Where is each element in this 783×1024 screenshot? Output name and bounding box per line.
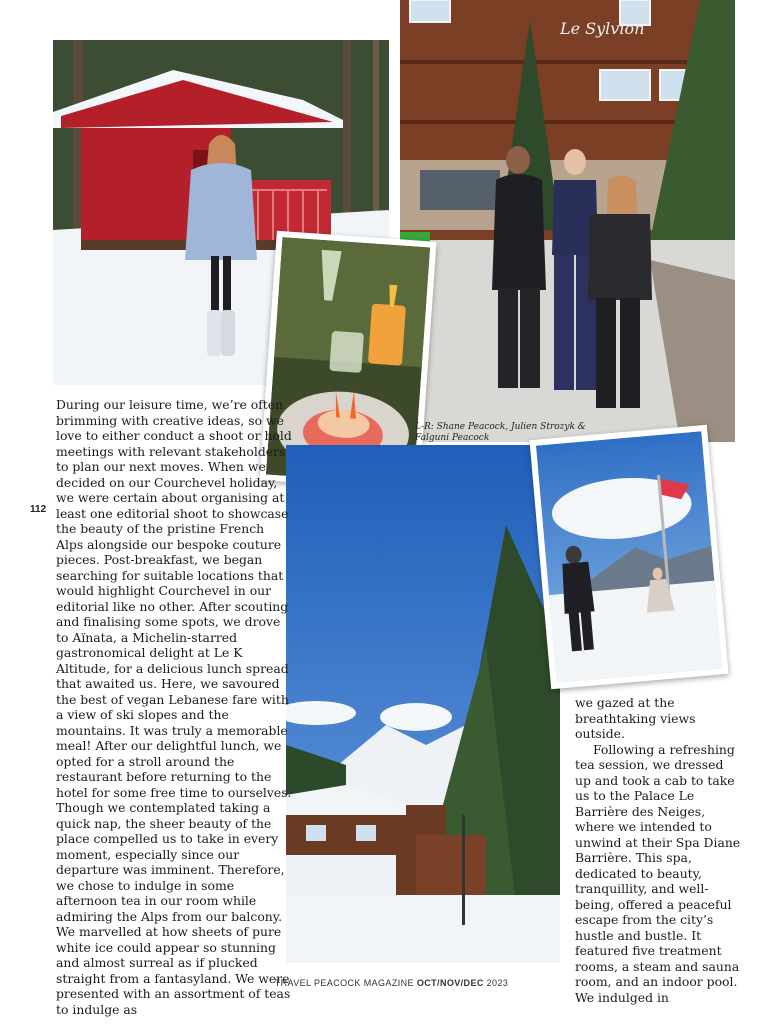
photo-caption: L-R: Shane Peacock, Julien Strozyk & Falguni Peacock [415, 422, 586, 443]
summit-polaroid-image [536, 431, 722, 683]
trio-portrait-image [400, 0, 735, 442]
footer-issue: OCT/NOV/DEC [416, 978, 484, 988]
page-footer [0, 978, 783, 988]
mountain-view-photo [286, 445, 560, 963]
article-paragraph: During our leisure time, we’re often brimming with creative ideas, so we love to either conduct a shoot or hold meetings with relevant stakeholders to plan our next moves. When we decided on our Courchevel holiday, we were certain about organising at least one editorial shoot to showcase the beauty of the pristine French Alps alongside our bespoke couture pieces. Post-breakfast, we began searching for suitable locations that would highlight Courchevel in our editorial like no other. After scouting and finalising some spots, we drove to Aïnata, a Michelin-starred gastronomical delight at Le K Altitude, for a delicious lunch spread that awaited us. Here, we savoured the best of vegan Lebanese fare with a view of ski slopes and the mountains. It was truly a memorable meal! After our delightful lunch, we opted for a stroll around the restaurant before returning to the hotel for some free time to ourselves. Though we contemplated taking a quick nap, the sheer beauty of the place compelled us to take in every moment, especially since our departure was imminent. Therefore, we chose to indulge in some afternoon tea in our room while admiring the Alps from our balcony. We marvelled at how sheets of pure white ice could appear so stunning and almost surreal as if plucked straight from a fantasyland. We were presented with an assortment of teas to indulge as [56, 397, 292, 1017]
article-continuation: we gazed at the breathtaking views outside. [575, 695, 696, 741]
mountain-view-image [286, 445, 560, 963]
article-paragraph: Following a refreshing tea session, we dressed up and took a cab to take us to the Palace Le Barrière des Neiges, where we intended to unwind at their Spa Diane Barrière. This spa, dedicated to beauty, tranquillity, and well-being, offered a peaceful escape from the city’s hustle and bustle. It featured five treatment rooms, a steam and sauna room, and an indoor pool. We indulged in [575, 741, 741, 1005]
article-left-column [56, 397, 292, 1017]
trio-portrait-photo [400, 0, 735, 442]
summit-polaroid-photo [529, 425, 728, 690]
page-number: 112 [30, 504, 47, 515]
article-right-column [575, 695, 743, 1005]
hotel-sign-text: Le Sylvion [560, 19, 645, 38]
footer-magazine-name: TRAVEL PEACOCK MAGAZINE [274, 978, 414, 988]
footer-year: 2023 [486, 978, 509, 988]
